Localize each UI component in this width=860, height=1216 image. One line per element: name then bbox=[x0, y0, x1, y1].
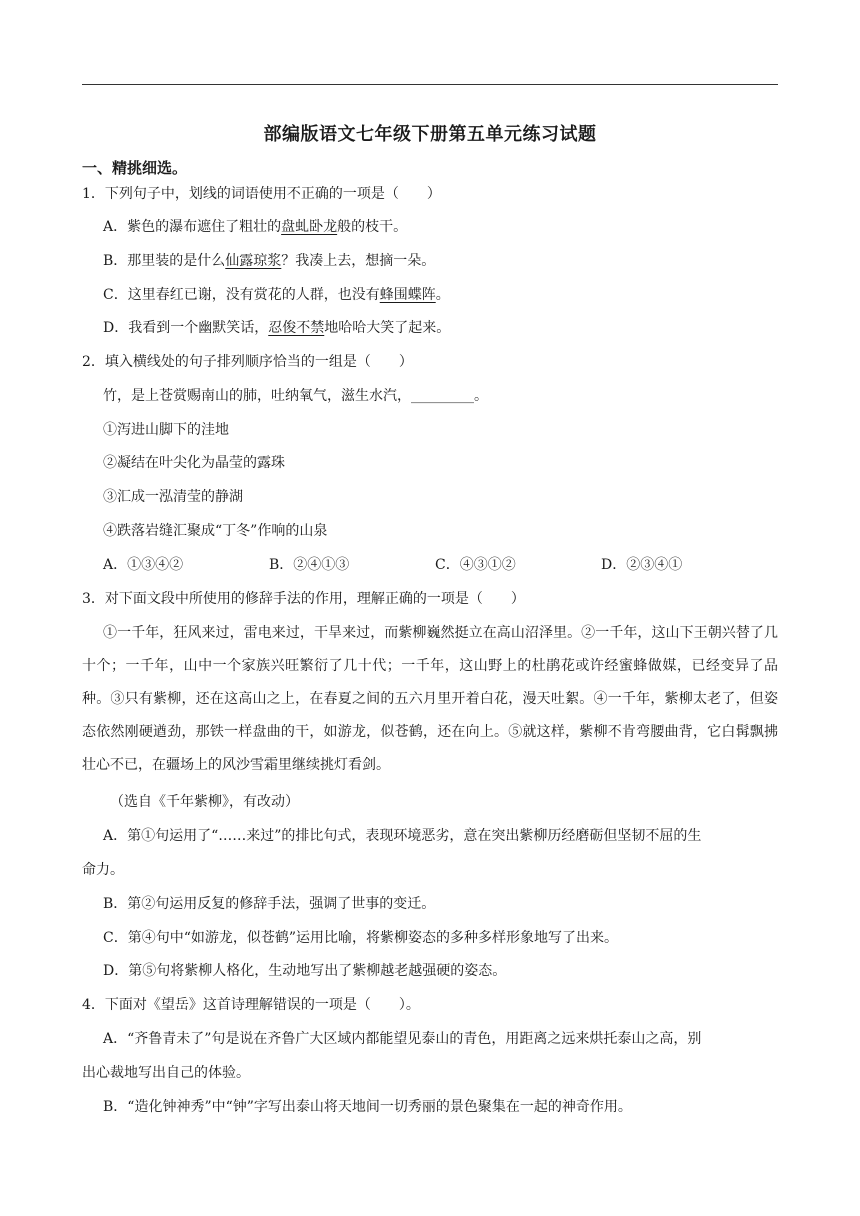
question-2-option-d: D．②③④① bbox=[601, 557, 683, 573]
question-1-option-b: B．那里装的是什么仙露琼浆？我凑上去，想摘一朵。 bbox=[103, 253, 436, 269]
header-rule bbox=[82, 84, 778, 85]
section-heading: 一、精挑细选。 bbox=[82, 159, 188, 177]
question-2-stem: 2．填入横线处的句子排列顺序恰当的一组是（ ） bbox=[82, 354, 413, 370]
page-title: 部编版语文七年级下册第五单元练习试题 bbox=[263, 124, 597, 145]
question-2-option-a: A．①③④② bbox=[103, 557, 184, 573]
question-2-option-b: B．②④①③ bbox=[269, 557, 350, 573]
question-2-item-3: ③汇成一泓清莹的静湖 bbox=[103, 489, 243, 505]
question-3-option-c: C．第④句中“如游龙，似苍鹤”运用比喻，将紫柳姿态的多种多样形象地写了出来。 bbox=[103, 930, 619, 946]
question-2-item-4: ④跌落岩缝汇聚成“丁冬”作响的山泉 bbox=[103, 523, 328, 539]
question-3-passage: ①一千年，狂风来过，雷电来过，干旱来过，而紫柳巍然挺立在高山沼泽里。②一千年，这山下王朝兴替了几十个；一千年，山中一个家族兴旺繁衍了几十代；一千年，这山野上的杜鹃花或许经蜜蜂做媒，已经变异了品种。③只有紫柳，还在这高山之上，在春夏之间的五六月里开着白花，漫天吐絮。④一千年，紫柳太老了，但姿态依然刚硬遒劲，那铁一样盘曲的干，如游龙，似苍鹤，还在向上。⑤就这样，紫柳不肯弯腰曲背，它白髯飘拂壮心不已，在疆场上的风沙雪霜里继续挑灯看剑。 bbox=[82, 625, 778, 773]
question-2-options bbox=[103, 556, 767, 574]
question-4-stem: 4．下面对《望岳》这首诗理解错误的一项是（ ）。 bbox=[82, 997, 420, 1013]
question-1-option-a: A．紫色的瀑布遮住了粗壮的盘虬卧龙般的枝干。 bbox=[103, 219, 408, 235]
question-3-stem: 3．对下面文段中所使用的修辞手法的作用，理解正确的一项是（ ） bbox=[82, 591, 525, 607]
question-4-option-a-cont: 出心裁地写出自己的体验。 bbox=[82, 1065, 250, 1081]
question-3-option-a: A．第①句运用了“……来过”的排比句式，表现环境恶劣，意在突出紫柳历经磨砺但坚韧不屈的生 bbox=[103, 828, 702, 844]
question-2-sentence: 竹，是上苍赏赐南山的肺，吐纳氧气，滋生水汽，_________。 bbox=[103, 388, 488, 404]
question-1-stem: 1．下列句子中，划线的词语使用不正确的一项是（ ） bbox=[82, 186, 441, 202]
question-2-option-c: C．④③①② bbox=[435, 557, 516, 573]
question-2-item-1: ①泻进山脚下的洼地 bbox=[103, 422, 229, 438]
question-4-option-a: A．“齐鲁青未了”句是说在齐鲁广大区域内都能望见泰山的青色，用距离之远来烘托泰山之高，别 bbox=[103, 1031, 702, 1047]
question-3-option-a-cont: 命力。 bbox=[82, 862, 124, 878]
question-3-source: （选自《千年紫柳》，有改动） bbox=[110, 794, 299, 810]
question-4-option-b: B．“造化钟神秀”中“钟”字写出泰山将天地间一切秀丽的景色聚集在一起的神奇作用。 bbox=[103, 1099, 632, 1115]
question-2-item-2: ②凝结在叶尖化为晶莹的露珠 bbox=[103, 455, 285, 471]
question-3-option-b: B．第②句运用反复的修辞手法，强调了世事的变迁。 bbox=[103, 896, 436, 912]
question-1-option-c: C．这里春红已谢，没有赏花的人群，也没有蜂围蝶阵。 bbox=[103, 287, 450, 303]
question-3-option-d: D．第⑤句将紫柳人格化，生动地写出了紫柳越老越强硬的姿态。 bbox=[103, 963, 507, 979]
question-1-option-d: D．我看到一个幽默笑话，忍俊不禁地哈哈大笑了起来。 bbox=[103, 320, 451, 336]
